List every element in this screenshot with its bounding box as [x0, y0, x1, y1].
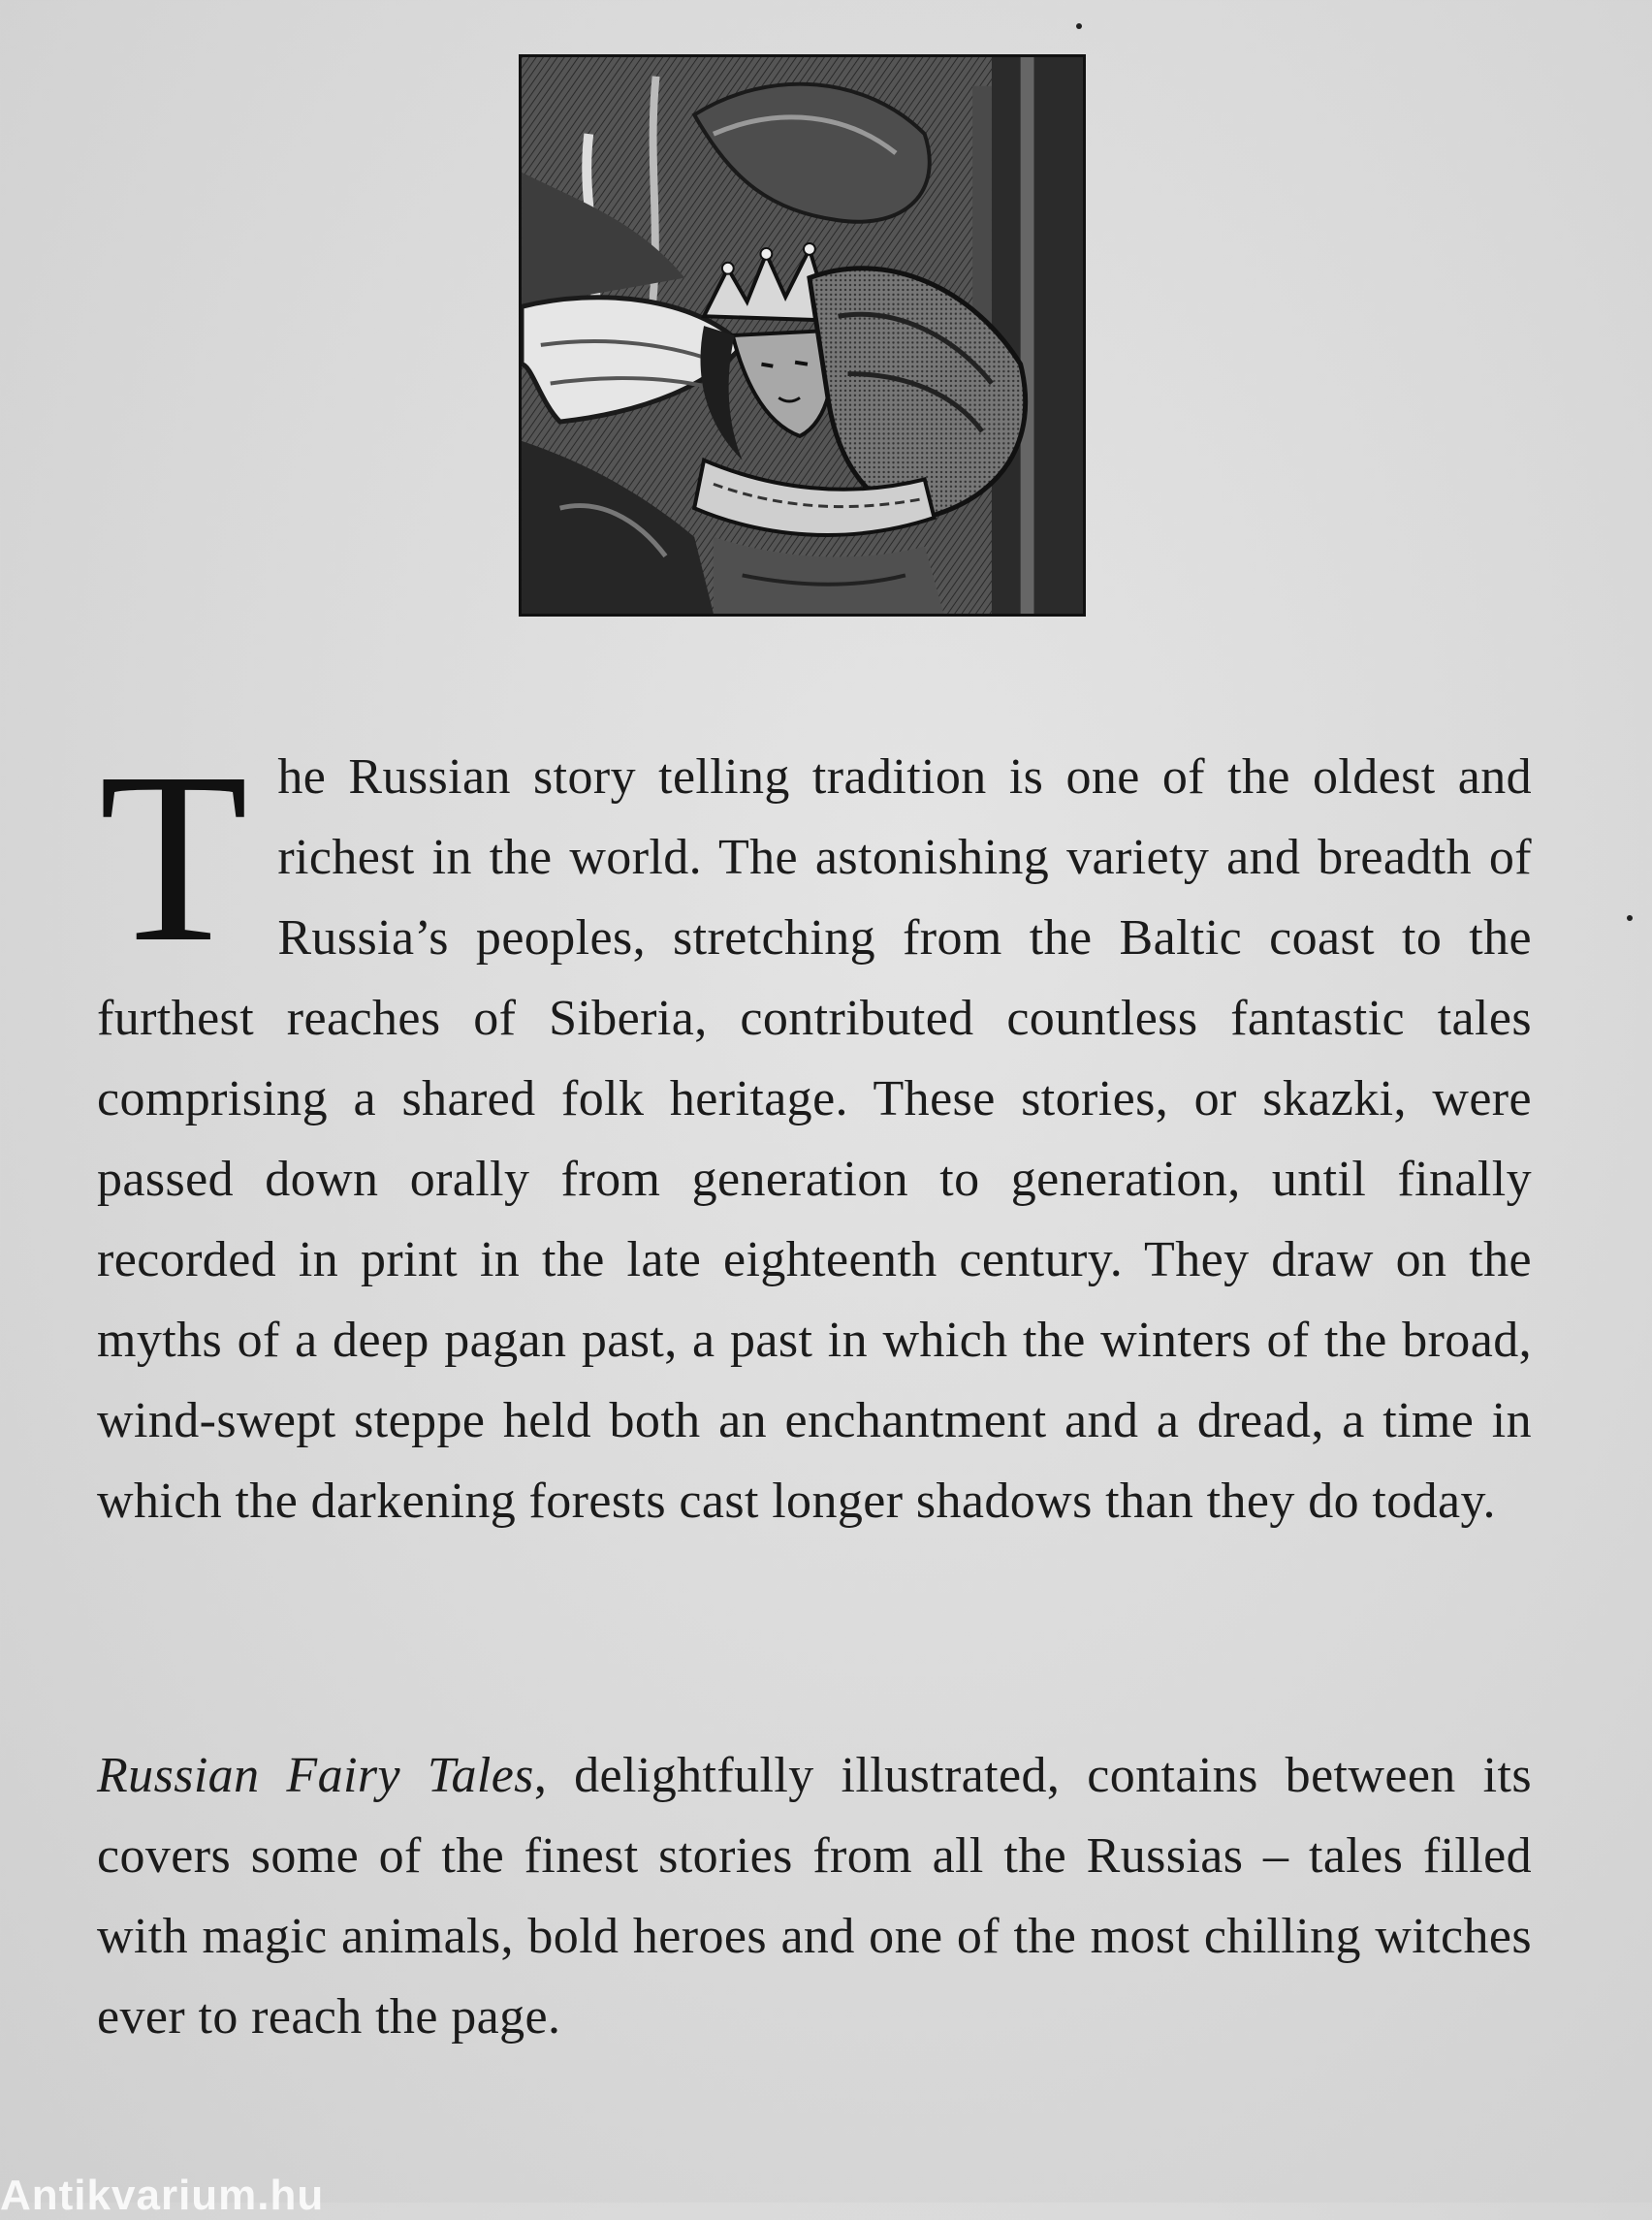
watermark: Antikvarium.hu	[0, 2172, 325, 2219]
paper-speck	[1627, 915, 1633, 921]
description-paragraph-text: , delightfully illustrated, contains between its covers some of the finest stories from all the Russias – tales filled with magic animals, bold heroes and one of the most chilling witches ever to reach the page.	[97, 1748, 1532, 2045]
paper-speck	[1076, 23, 1082, 29]
crowned-figure-illustration	[519, 54, 1086, 617]
description-paragraph	[97, 1735, 1532, 2057]
intro-paragraph-text: he Russian story telling tradition is one of the oldest and richest in the world. The astonishing variety and breadth of Russia’s peoples, stretching from the Baltic coast to the furthest reaches of Siberia, contributed countless fantastic tales comprising a shared folk heritage. These stories, or skazki, were passed down orally from generation to generation, until finally recorded in print in the late eighteenth century. They draw on the myths of a deep pagan past, a past in which the winters of the broad, wind-swept steppe held both an enchantment and a dread, a time in which the darkening forests cast longer shadows than they do today.	[97, 749, 1532, 1529]
intro-paragraph	[97, 721, 1532, 1541]
book-title: Russian Fairy Tales	[97, 1748, 534, 1803]
drop-cap: T	[99, 721, 249, 993]
